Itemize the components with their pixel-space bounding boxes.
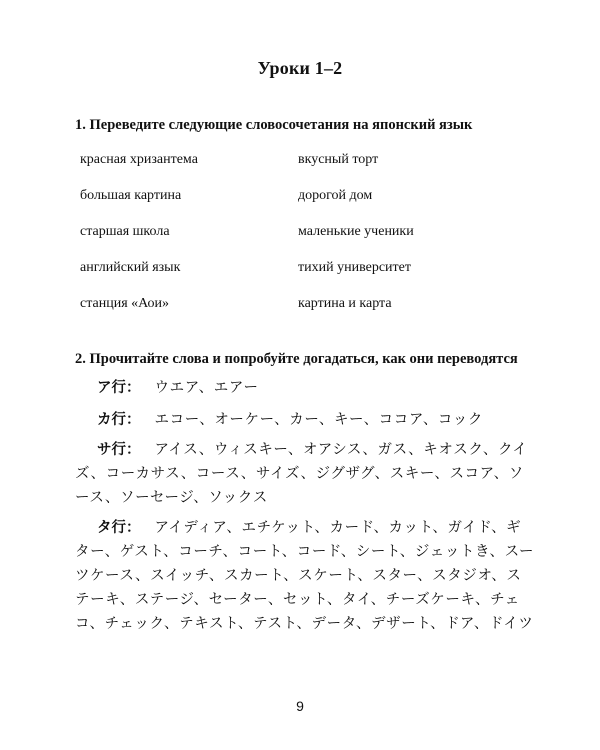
phrase-right: картина и карта xyxy=(298,296,392,311)
page-title: Уроки 1–2 xyxy=(257,58,343,78)
kana-row-ka xyxy=(75,408,535,432)
phrase-list xyxy=(80,152,540,332)
kana-row-label: タ行： xyxy=(97,519,141,536)
phrase-left: красная хризантема xyxy=(80,152,198,167)
phrase-right: маленькие ученики xyxy=(298,224,414,239)
kana-row-words: アイス、ウィスキー、オアシス、ガス、キオスク、クイズ、コーカサス、コース、サイズ、ジグザグ、スキー、スコア、ソース、ソーセージ、ソックス xyxy=(75,442,528,506)
kana-row-words: エコー、オーケー、カー、キー、ココア、コック xyxy=(154,412,483,428)
phrase-left: большая картина xyxy=(80,188,182,203)
phrase-right: тихий университет xyxy=(298,260,411,275)
kana-row-label: カ行： xyxy=(97,411,141,428)
phrase-row xyxy=(80,224,540,260)
section2-heading: 2. Прочитайте слова и попробуйте догадаться, как они переводятся xyxy=(75,351,518,367)
phrase-left: станция «Аои» xyxy=(80,296,170,311)
kana-row-label: ア行： xyxy=(97,379,141,396)
section1-heading: 1. Переведите следующие словосочетания на японский язык xyxy=(75,117,473,133)
kana-row-words: ウエア、エアー xyxy=(154,380,259,396)
kana-row-sa xyxy=(75,438,535,510)
phrase-row xyxy=(80,188,540,224)
phrase-left: английский язык xyxy=(80,260,181,275)
phrase-row xyxy=(80,260,540,296)
kana-row-a xyxy=(75,376,535,400)
kana-row-label: サ行： xyxy=(97,441,141,458)
phrase-row xyxy=(80,152,540,188)
phrase-right: вкусный торт xyxy=(298,152,379,167)
phrase-row xyxy=(80,296,540,332)
phrase-left: старшая школа xyxy=(80,224,170,239)
page-number: 9 xyxy=(296,698,304,714)
phrase-right: дорогой дом xyxy=(298,188,373,203)
kana-row-words: アイディア、エチケット、カード、カット、ガイド、ギター、ゲスト、コーチ、コート、コード、シート、ジェットき、スーツケース、スイッチ、スカート、スケート、スター、スタジオ、ステーキ、ステージ、セーター、セット、タイ、チーズケーキ、チェコ、チェック、テキスト、テスト、データ、デザート、ドア、ドイツ xyxy=(75,520,535,632)
kana-row-ta xyxy=(75,516,535,636)
